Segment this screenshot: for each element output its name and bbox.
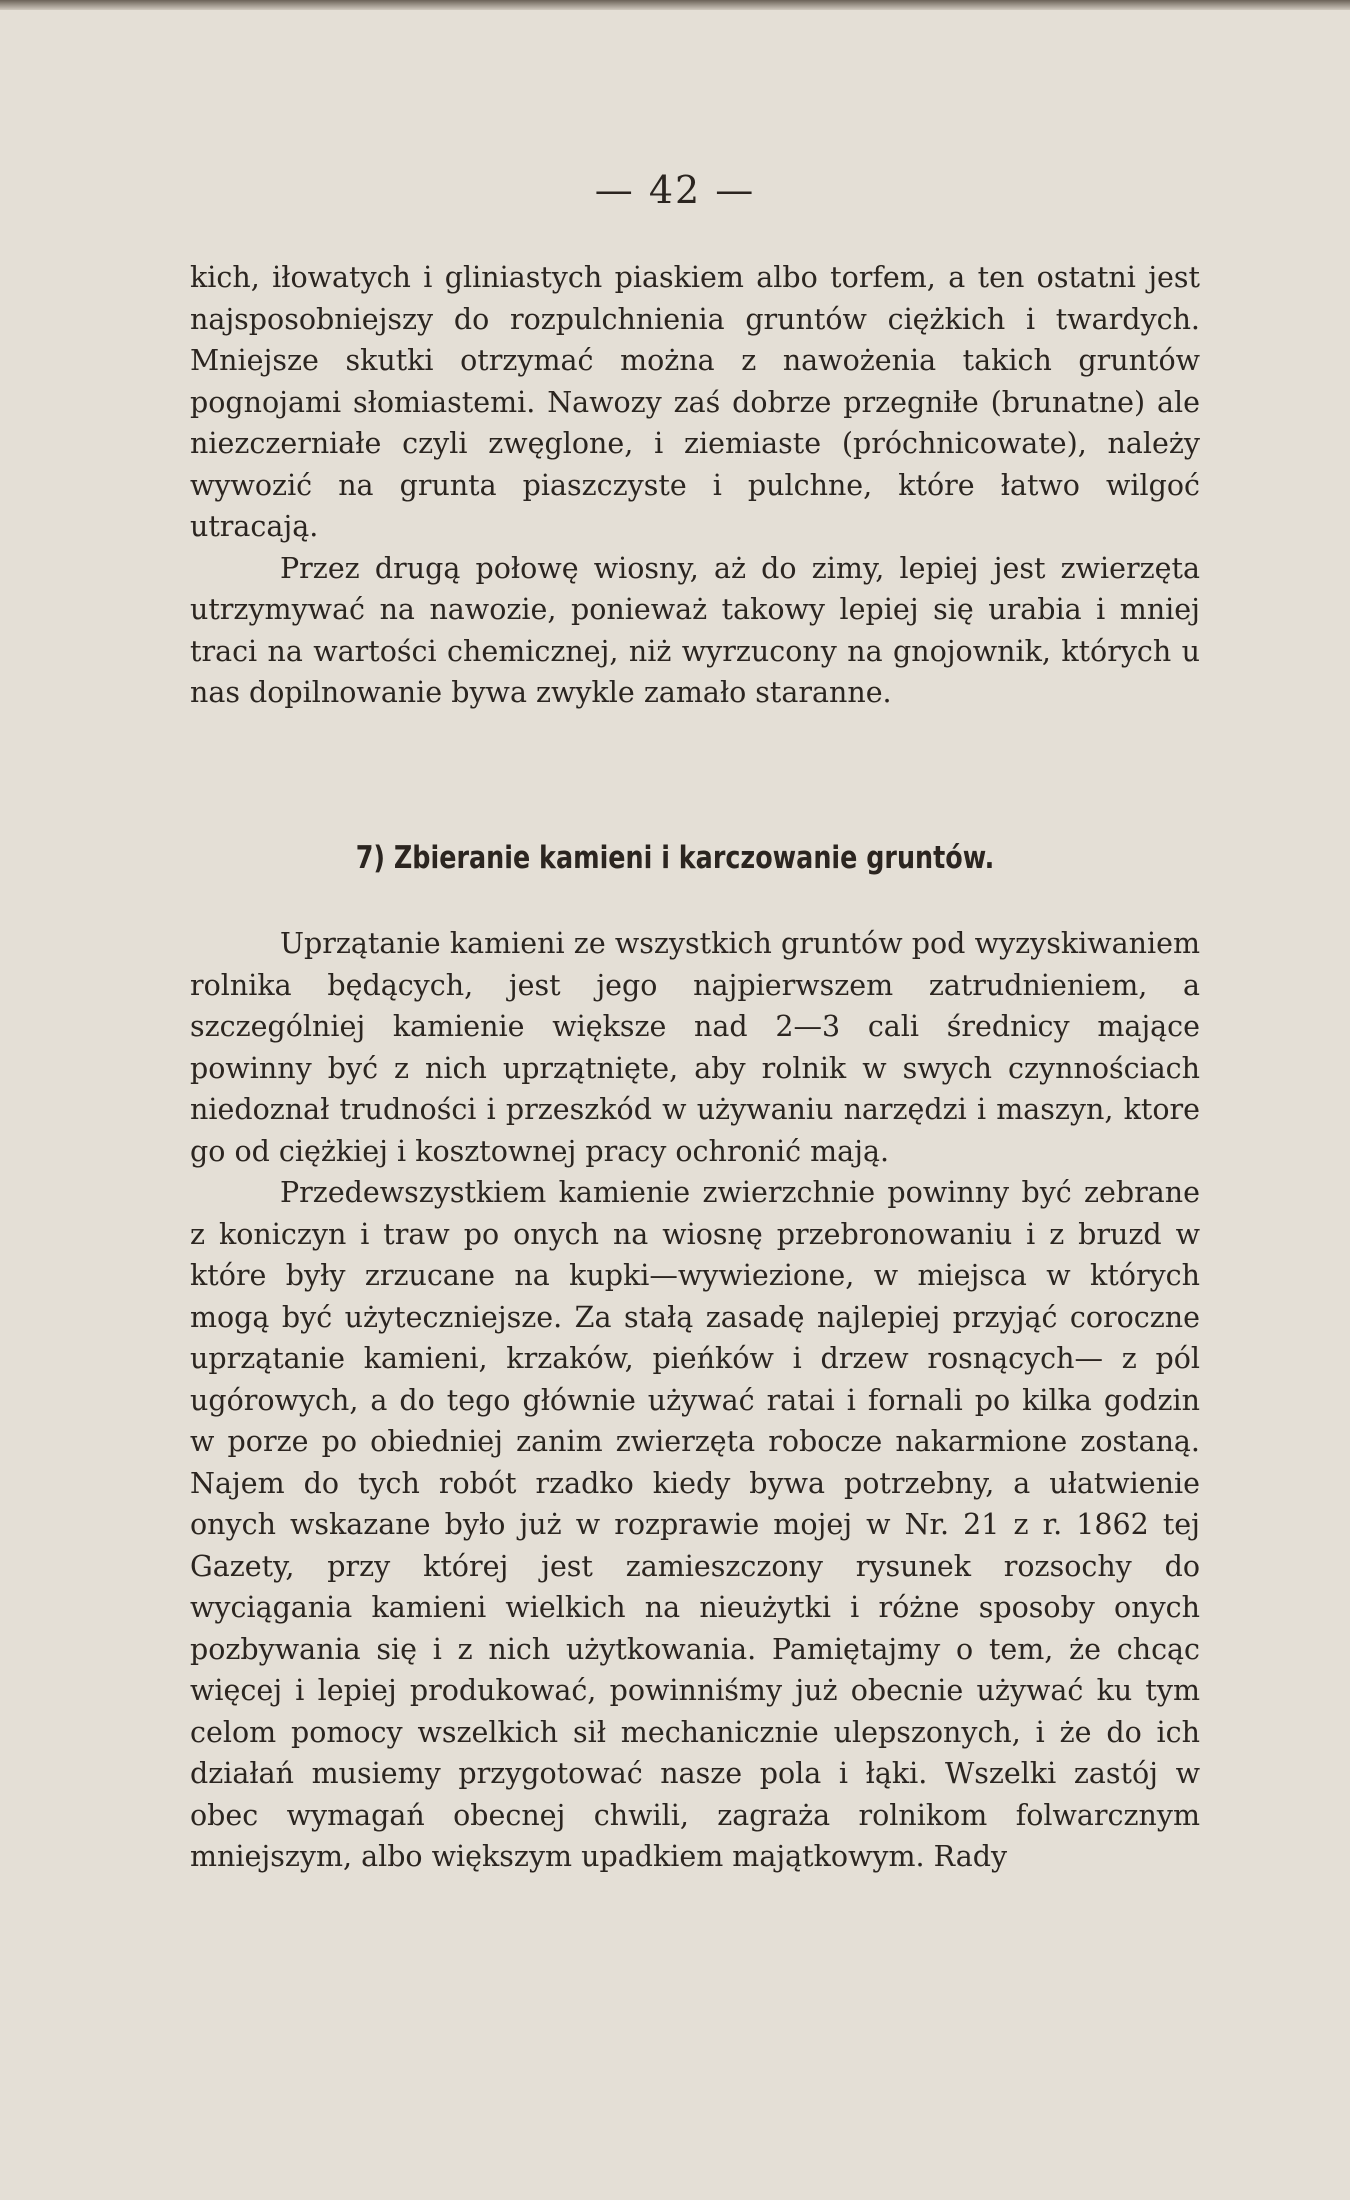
section-1-text	[190, 257, 1200, 714]
page-number: — 42 —	[594, 168, 756, 212]
paragraph: kich, iłowatych i gliniastych piaskiem albo torfem, a ten ostatni jest najsposobniejszy do rozpulchnienia gruntów ciężkich i twardych. Mniejsze skutki otrzymać można z nawożenia takich gruntów pognojami słomiastemi. Nawozy zaś dobrze przegniłe (brunatne) ale niezczerniałe czyli zwęglone, i ziemiaste (próchnicowate), należy wywozić na grunta piaszczyste i pulchne, które łatwo wilgoć utracają.	[190, 261, 1200, 543]
section-2-text	[190, 923, 1200, 1878]
paragraph: Uprzątanie kamieni ze wszystkich gruntów pod wyzyskiwaniem rolnika będących, jest jego najpierwszem zatrudnieniem, a szczególniej kamienie większe nad 2—3 cali średnicy mające powinny być z nich uprzątnięte, aby rolnik w swych czynnościach niedoznał trudności i przeszkód w używaniu narzędzi i maszyn, ktore go od ciężkiej i kosztownej pracy ochronić mają.	[190, 927, 1200, 1168]
section-heading: 7) Zbieranie kamieni i karczowanie gruntów.	[355, 840, 995, 876]
paragraph: Przez drugą połowę wiosny, aż do zimy, lepiej jest zwierzęta utrzymywać na nawozie, ponieważ takowy lepiej się urabia i mniej traci na wartości chemicznej, niż wyrzucony na gnojownik, których u nas dopilnowanie bywa zwykle zamało staranne.	[190, 551, 1200, 709]
page-top-edge	[0, 0, 1350, 10]
paragraph: Przedewszystkiem kamienie zwierzchnie powinny być zebrane z koniczyn i traw po onych na wiosnę przebronowaniu i z bruzd w które były zrzucane na kupki—wywiezione, w miejsca w których mogą być użyteczniejsze. Za stałą zasadę najlepiej przyjąć coroczne uprzątanie kamieni, krzaków, pieńków i drzew rosnących— z pól ugórowych, a do tego głównie używać ratai i fornali po kilka godzin w porze po obiedniej zanim zwierzęta robocze nakarmione zostaną. Najem do tych robót rzadko kiedy bywa potrzebny, a ułatwienie onych wskazane było już w rozprawie mojej w Nr. 21 z r. 1862 tej Gazety, przy której jest zamieszczony rysunek rozsochy do wyciągania kamieni wielkich na nieużytki i różne sposoby onych pozbywania się i z nich użytkowania. Pamiętajmy o tem, że chcąc więcej i lepiej produkować, powinniśmy już obecnie używać ku tym celom pomocy wszelkich sił mechanicznie ulepszonych, i że do ich działań musiemy przygotować nasze pola i łąki. Wszelki zastój w obec wymagań obecnej chwili, zagraża rolnikom folwarcznym mniejszym, albo większym upadkiem majątkowym. Rady	[190, 1176, 1200, 1873]
